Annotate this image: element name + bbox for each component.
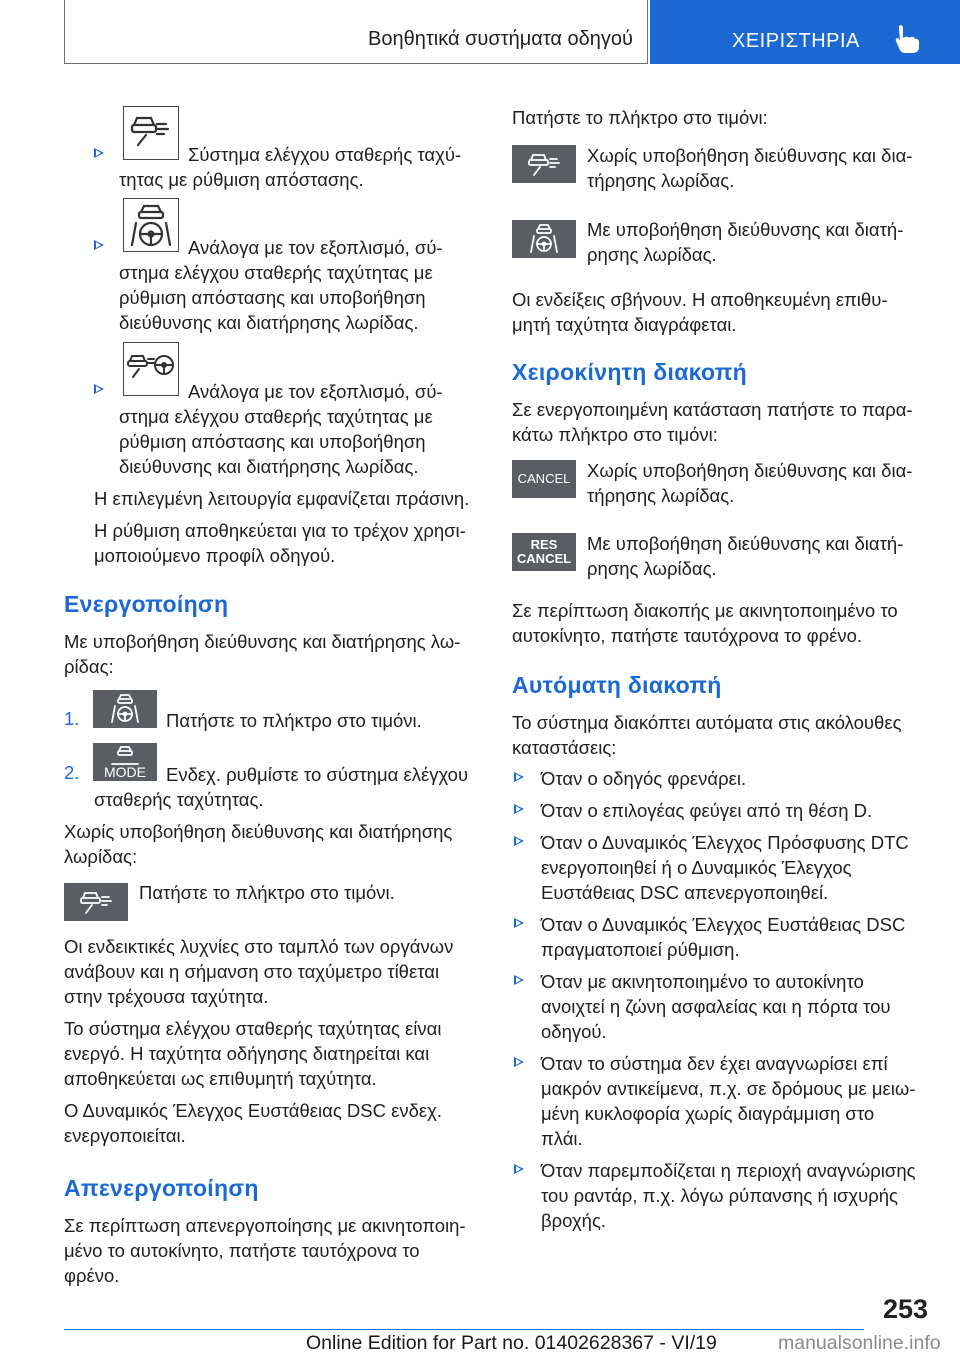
steering-assist-key-icon — [93, 690, 157, 728]
res-cancel-key-icon — [512, 533, 576, 571]
bullet-marker — [514, 772, 524, 782]
acc-steering-combo-icon — [123, 342, 179, 396]
section-title: Βοηθητικά συστήματα οδηγού — [368, 28, 633, 50]
auto-bullet-3-l2: ενεργοποιηθεί ή ο Δυναμικός Έλεγχος — [541, 857, 852, 878]
auto-l2: καταστάσεις: — [512, 737, 617, 758]
bullet-marker — [94, 148, 104, 158]
manual-opt2-l2: ρησης λωρίδας. — [587, 558, 717, 579]
header-tab-controls[interactable] — [650, 0, 960, 64]
cancel-key-icon — [512, 460, 576, 498]
right-opt1-l1: Χωρίς υποβοήθηση διεύθυνσης και δια- — [587, 145, 913, 166]
right-opt1-l2: τήρησης λωρίδας. — [587, 170, 735, 191]
step-number: 1. — [64, 708, 80, 729]
manual-opt1-l2: τήρησης λωρίδας. — [587, 485, 735, 506]
heading-manual-interruption: Χειροκίνητη διακοπή — [512, 359, 747, 385]
auto-bullet-3-l3: Ευστάθειας DSC απενεργοποιηθεί. — [541, 882, 829, 903]
footer-divider — [64, 1329, 864, 1330]
bullet-marker — [514, 804, 524, 814]
bullet-marker — [94, 384, 104, 394]
bullet-3-line-1: Ανάλογα με τον εξοπλισμό, σύ- — [188, 381, 443, 402]
press-key-text: Πατήστε το πλήκτρο στο τιμόνι. — [139, 882, 395, 903]
mode-key-icon — [93, 743, 157, 781]
auto-bullet-7-l3: βροχής. — [541, 1210, 607, 1231]
manual-stop-l2: αυτοκίνητο, πατήστε ταυτόχρονα το φρένο. — [512, 625, 863, 646]
deactivation-l2: μένο το αυτοκίνητο, πατήστε ταυτόχρονα το — [64, 1240, 420, 1261]
para-2-l2: ενεργό. Η ταχύτητα οδήγησης διατηρείται και — [64, 1043, 430, 1064]
auto-bullet-4-l1: Όταν ο Δυναμικός Έλεγχος Ευστάθειας DSC — [541, 914, 906, 935]
bullet-2-line-2: στημα ελέγχου σταθερής ταχύτητας με — [119, 262, 433, 283]
manual-opt1-l1: Χωρίς υποβοήθηση διεύθυνσης και δια- — [587, 460, 913, 481]
para-3-l2: ενεργοποιείται. — [64, 1125, 186, 1146]
step-2-text-l2: σταθερής ταχύτητας. — [94, 789, 264, 810]
manual-opt2-l1: Με υποβοήθηση διεύθυνσης και διατή- — [587, 533, 904, 554]
auto-bullet-6-l2: μακρόν αντικείμενα, π.χ. σε δρόμους με μειω- — [541, 1078, 916, 1099]
para-3-l1: Ο Δυναμικός Έλεγχος Ευστάθειας DSC ενδεχ. — [64, 1100, 442, 1121]
bullet-marker — [514, 918, 524, 928]
auto-bullet-7-l2: του ραντάρ, π.χ. λόγω ρύπανσης ή ισχυρής — [541, 1185, 898, 1206]
bullet-marker — [94, 240, 104, 250]
auto-bullet-5-l2: ανοιχτεί η ζώνη ασφαλείας και η πόρτα του — [541, 996, 891, 1017]
mode-key-label: MODE — [104, 764, 146, 780]
auto-bullet-1: Όταν ο οδηγός φρενάρει. — [541, 768, 747, 789]
auto-bullet-6-l1: Όταν το σύστημα δεν έχει αναγνωρίσει επί — [541, 1053, 888, 1074]
right-opt2-l1: Με υποβοήθηση διεύθυνσης και διατή- — [587, 219, 904, 240]
note-profile-l1: Η ρύθμιση αποθηκεύεται για το τρέχον χρησι- — [94, 520, 466, 541]
note-profile-l2: μοποιούμενο προφίλ οδηγού. — [94, 545, 336, 566]
auto-bullet-4-l2: πραγματοποιεί ρύθμιση. — [541, 939, 740, 960]
bullet-1-line-2: τητας με ρύθμιση απόστασης. — [119, 169, 364, 190]
heading-automatic-interruption: Αυτόματη διακοπή — [512, 672, 722, 698]
step-2-text: Ενδεχ. ρυθμίστε το σύστημα ελέγχου — [166, 764, 469, 785]
steering-assist-button-icon — [123, 198, 179, 252]
bullet-1-line-1: Σύστημα ελέγχου σταθερής ταχύ- — [188, 144, 462, 165]
para-2-l1: Το σύστημα ελέγχου σταθερής ταχύτητας είναι — [64, 1018, 442, 1039]
auto-bullet-5-l3: οδηγού. — [541, 1021, 607, 1042]
pointing-hand-icon — [894, 24, 920, 54]
heading-activation: Ενεργοποίηση — [64, 591, 229, 617]
res-cancel-key-label: CANCEL — [516, 551, 572, 566]
bullet-marker — [514, 836, 524, 846]
header-section-box — [64, 0, 648, 64]
bullet-marker — [514, 1057, 524, 1067]
auto-bullet-7-l1: Όταν παρεμποδίζεται η περιοχή αναγνώρισης — [541, 1160, 916, 1181]
bullet-2-line-1: Ανάλογα με τον εξοπλισμό, σύ- — [188, 237, 443, 258]
acc-distance-key-icon — [64, 883, 128, 921]
para-1-l1: Οι ενδεικτικές λυχνίες στο ταμπλό των οργάνων — [64, 936, 454, 957]
bullet-3-line-2: στημα ελέγχου σταθερής ταχύτητας με — [119, 406, 433, 427]
para-1-l3: στην τρέχουσα ταχύτητα. — [64, 986, 269, 1007]
activation-intro-l2: ρίδας: — [64, 656, 114, 677]
auto-l1: Το σύστημα διακόπτει αυτόματα στις ακόλουθες — [512, 712, 902, 733]
note-green-selection: Η επιλεγμένη λειτουργία εμφανίζεται πράσινη. — [94, 488, 470, 509]
auto-bullet-5-l1: Όταν με ακινητοποιημένο το αυτοκίνητο — [541, 971, 864, 992]
auto-bullet-2: Όταν ο επιλογέας φεύγει από τη θέση D. — [541, 800, 873, 821]
right-after-l1: Οι ενδείξεις σβήνουν. Η αποθηκευμένη επιθυ- — [512, 289, 888, 310]
footer-edition: Online Edition for Part no. 01402628367 - VI/19 — [306, 1332, 717, 1354]
step-number: 2. — [64, 762, 80, 783]
auto-bullet-3-l1: Όταν ο Δυναμικός Έλεγχος Πρόσφυσης DTC — [541, 832, 909, 853]
step-1-text: Πατήστε το πλήκτρο στο τιμόνι. — [166, 710, 422, 731]
bullet-3-line-4: διεύθυνσης και διατήρησης λωρίδας. — [119, 456, 419, 477]
res-key-label: RES — [530, 537, 558, 552]
right-opt2-l2: ρησης λωρίδας. — [587, 244, 717, 265]
acc-distance-key-icon — [512, 145, 576, 183]
bullet-marker — [514, 975, 524, 985]
steering-assist-key-icon — [512, 220, 576, 258]
page-number: 253 — [882, 1294, 928, 1324]
para-1-l2: ανάβουν και η σήμανση στο ταχύμετρο τίθεται — [64, 961, 440, 982]
cancel-key-label: CANCEL — [517, 471, 571, 486]
deactivation-l3: φρένο. — [64, 1265, 120, 1286]
para-2-l3: αποθηκεύεται ως επιθυμητή ταχύτητα. — [64, 1068, 377, 1089]
manual-stop-l1: Σε περίπτωση διακοπής με ακινητοποιημένο το — [512, 600, 898, 621]
bullet-marker — [514, 1164, 524, 1174]
manual-l1: Σε ενεργοποιημένη κατάσταση πατήστε το παρα- — [512, 399, 913, 420]
bullet-3-line-3: ρύθμιση απόστασης και υποβοήθηση — [119, 431, 426, 452]
auto-bullet-6-l3: μένη κυκλοφορία χωρίς διαγράμμιση στο — [541, 1103, 875, 1124]
without-assist-l1: Χωρίς υποβοήθηση διεύθυνσης και διατήρησης — [64, 821, 453, 842]
manual-l2: κάτω πλήκτρο στο τιμόνι: — [512, 424, 718, 445]
footer-watermark: manualsonline.info — [778, 1332, 941, 1354]
heading-deactivation: Απενεργοποίηση — [64, 1175, 259, 1201]
right-after-l2: μητή ταχύτητα διαγράφεται. — [512, 314, 737, 335]
bullet-2-line-4: διεύθυνσης και διατήρησης λωρίδας. — [119, 312, 419, 333]
right-intro: Πατήστε το πλήκτρο στο τιμόνι: — [512, 107, 768, 128]
without-assist-l2: λωρίδας: — [64, 846, 138, 867]
activation-intro-l1: Με υποβοήθηση διεύθυνσης και διατήρησης λω- — [64, 631, 461, 652]
auto-bullet-6-l4: πλάι. — [541, 1128, 583, 1149]
acc-distance-button-icon — [123, 106, 179, 160]
tab-label: ΧΕΙΡΙΣΤΗΡΙΑ — [732, 30, 860, 52]
deactivation-l1: Σε περίπτωση απενεργοποίησης με ακινητοποιη- — [64, 1215, 466, 1236]
bullet-2-line-3: ρύθμιση απόστασης και υποβοήθηση — [119, 287, 426, 308]
